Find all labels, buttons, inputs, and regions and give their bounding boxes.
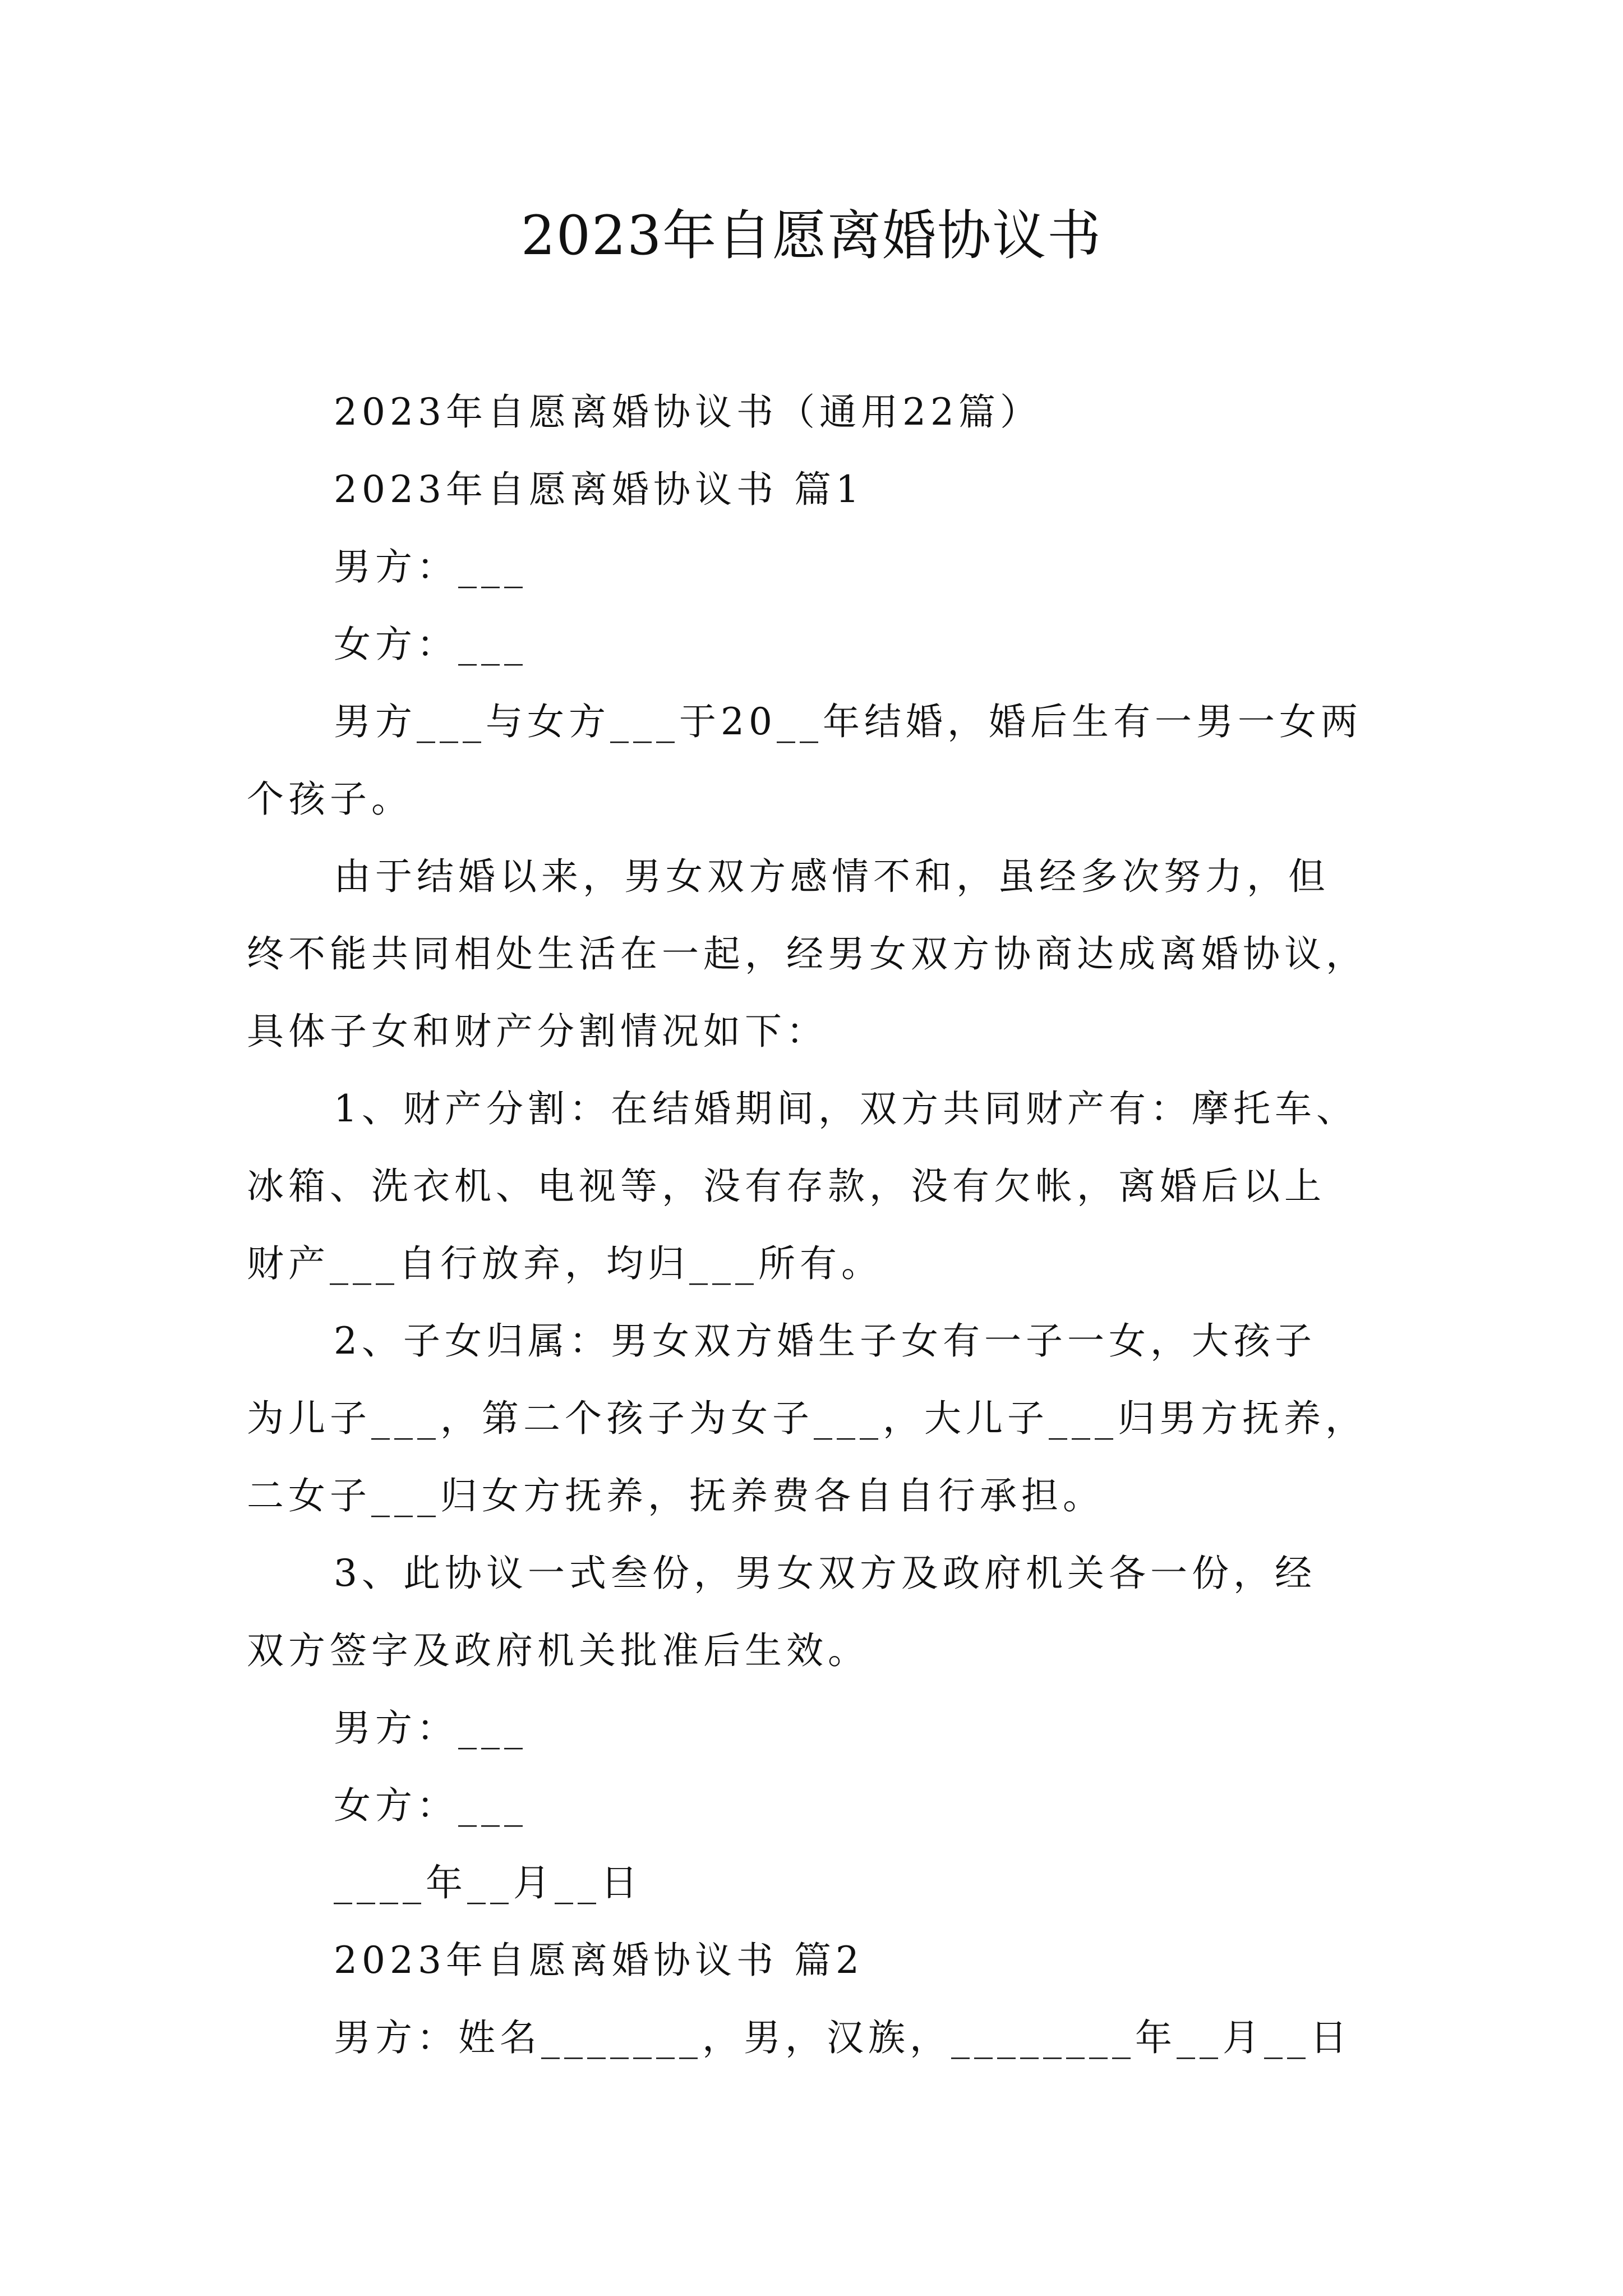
paragraph-line: 3、此协议一式叁份，男女双方及政府机关各一份，经 <box>334 1552 1316 1595</box>
paragraph-line: 2、子女归属：男女双方婚生子女有一子一女，大孩子 <box>334 1319 1316 1363</box>
document-title: 2023年自愿离婚协议书 <box>520 204 1103 267</box>
paragraph-line: 由于结婚以来，男女双方感情不和，虽经多次努力，但 <box>334 855 1330 898</box>
paragraph-line: 男方___与女方___于20__年结婚，婚后生有一男一女两 <box>334 700 1362 743</box>
female-party-line: 女方：___ <box>334 623 527 666</box>
document-subtitle: 2023年自愿离婚协议书（通用22篇） <box>334 390 1041 434</box>
paragraph-line: 为儿子___，第二个孩子为女子___，大儿子___归男方抚养， <box>247 1397 1367 1440</box>
male-party-line: 男方：___ <box>334 545 527 588</box>
paragraph-line: 男方：姓名_______，男，汉族，________年__月__日 <box>334 2016 1352 2059</box>
paragraph-line: 财产___自行放弃，均归___所有。 <box>247 1242 883 1285</box>
section-heading-2: 2023年自愿离婚协议书 篇2 <box>334 1939 864 1982</box>
paragraph-line: 具体子女和财产分割情况如下： <box>247 1010 828 1053</box>
paragraph-line: 个孩子。 <box>247 777 413 821</box>
paragraph-line: 终不能共同相处生活在一起，经男女双方协商达成离婚协议， <box>247 932 1367 976</box>
section-heading-1: 2023年自愿离婚协议书 篇1 <box>334 468 864 511</box>
date-line: ____年__月__日 <box>334 1861 642 1904</box>
male-signature-line: 男方：___ <box>334 1706 527 1750</box>
paragraph-line: 冰箱、洗衣机、电视等，没有存款，没有欠帐，离婚后以上 <box>247 1165 1326 1208</box>
paragraph-line: 1、财产分割：在结婚期间，双方共同财产有：摩托车、 <box>334 1087 1358 1130</box>
paragraph-line: 二女子___归女方抚养，抚养费各自自行承担。 <box>247 1474 1104 1517</box>
female-signature-line: 女方：___ <box>334 1784 527 1827</box>
paragraph-line: 双方签字及政府机关批准后生效。 <box>247 1629 869 1672</box>
